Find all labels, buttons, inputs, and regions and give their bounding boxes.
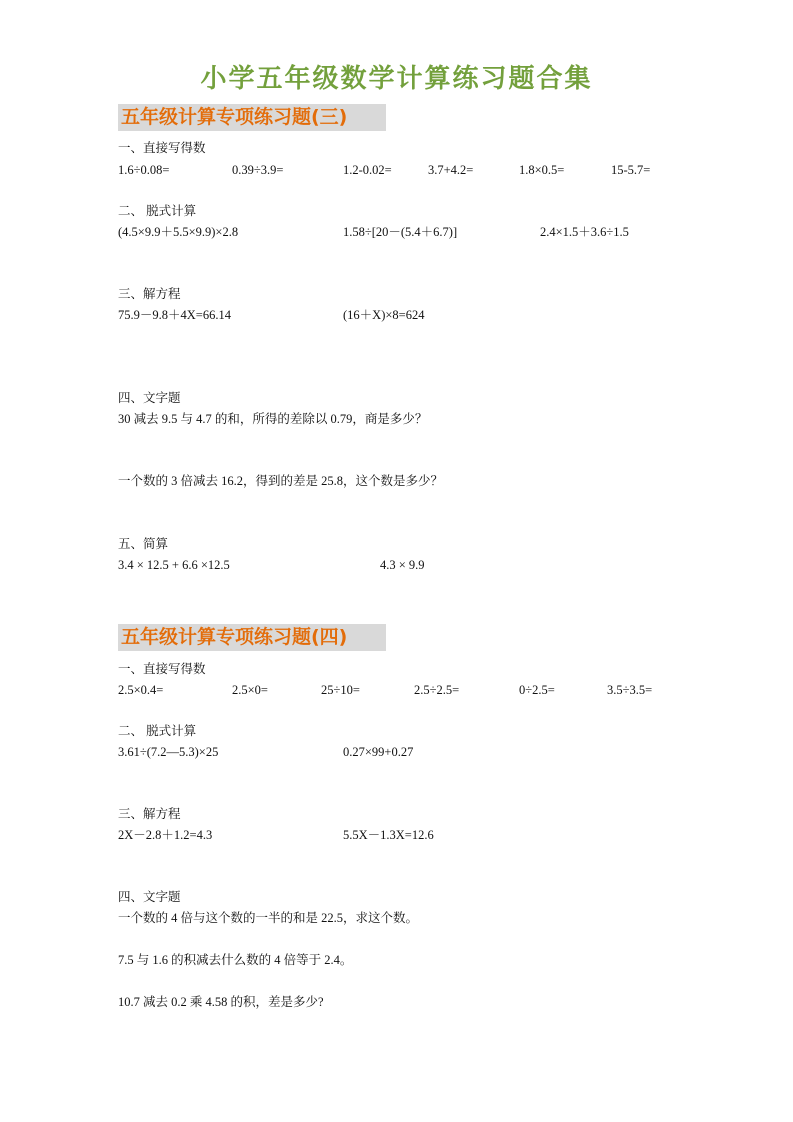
q5-title: 五、简算 xyxy=(118,537,169,551)
page-title: 小学五年级数学计算练习题合集 xyxy=(200,64,593,94)
q1-title: 一、直接写得数 xyxy=(118,141,206,155)
q1-item: 0÷2.5= xyxy=(519,683,555,697)
q3-item: 5.5X－1.3X=12.6 xyxy=(343,828,434,842)
q3-item: 75.9－9.8＋4X=66.14 xyxy=(118,308,231,322)
q2-title: 二、 脱式计算 xyxy=(118,204,197,218)
q3-item: (16＋X)×8=624 xyxy=(343,308,425,322)
q4-item: 7.5 与 1.6 的积减去什么数的 4 倍等于 2.4。 xyxy=(118,953,353,967)
section-header-3: 五年级计算专项练习题(三) xyxy=(118,104,386,131)
q1-title: 一、直接写得数 xyxy=(118,662,206,676)
q4-title: 四、文字题 xyxy=(118,890,181,904)
q5-item: 3.4 × 12.5 + 6.6 ×12.5 xyxy=(118,558,230,572)
q1-item: 1.2-0.02= xyxy=(343,163,392,177)
q1-item: 2.5×0.4= xyxy=(118,683,164,697)
q3-item: 2X－2.8＋1.2=4.3 xyxy=(118,828,213,842)
q3-title: 三、解方程 xyxy=(118,287,181,301)
q1-item: 0.39÷3.9= xyxy=(232,163,284,177)
q3-title: 三、解方程 xyxy=(118,807,181,821)
q2-item: 0.27×99+0.27 xyxy=(343,745,414,759)
q4-item: 一个数的 4 倍与这个数的一半的和是 22.5，求这个数。 xyxy=(118,911,419,925)
q1-item: 2.5÷2.5= xyxy=(414,683,460,697)
q1-item: 1.6÷0.08= xyxy=(118,163,170,177)
q4-title: 四、文字题 xyxy=(118,391,181,405)
q2-title: 二、 脱式计算 xyxy=(118,724,197,738)
q1-item: 3.7+4.2= xyxy=(428,163,474,177)
q4-item: 30 减去 9.5 与 4.7 的和，所得的差除以 0.79，商是多少？ xyxy=(118,412,428,426)
q2-item: 1.58÷[20－(5.4＋6.7)] xyxy=(343,225,458,239)
q1-item: 2.5×0= xyxy=(232,683,268,697)
q2-item: (4.5×9.9＋5.5×9.9)×2.8 xyxy=(118,225,239,239)
q1-item: 3.5÷3.5= xyxy=(607,683,653,697)
section-header-4: 五年级计算专项练习题(四) xyxy=(118,624,386,651)
q2-item: 2.4×1.5＋3.6÷1.5 xyxy=(540,225,629,239)
q1-item: 25÷10= xyxy=(321,683,360,697)
q1-item: 15-5.7= xyxy=(611,163,651,177)
q1-item: 1.8×0.5= xyxy=(519,163,565,177)
q4-item: 10.7 减去 0.2 乘 4.58 的积，差是多少? xyxy=(118,995,324,1009)
q5-item: 4.3 × 9.9 xyxy=(380,558,425,572)
q4-item: 一个数的 3 倍减去 16.2，得到的差是 25.8，这个数是多少？ xyxy=(118,474,444,488)
q2-item: 3.61÷(7.2—5.3)×25 xyxy=(118,745,219,759)
